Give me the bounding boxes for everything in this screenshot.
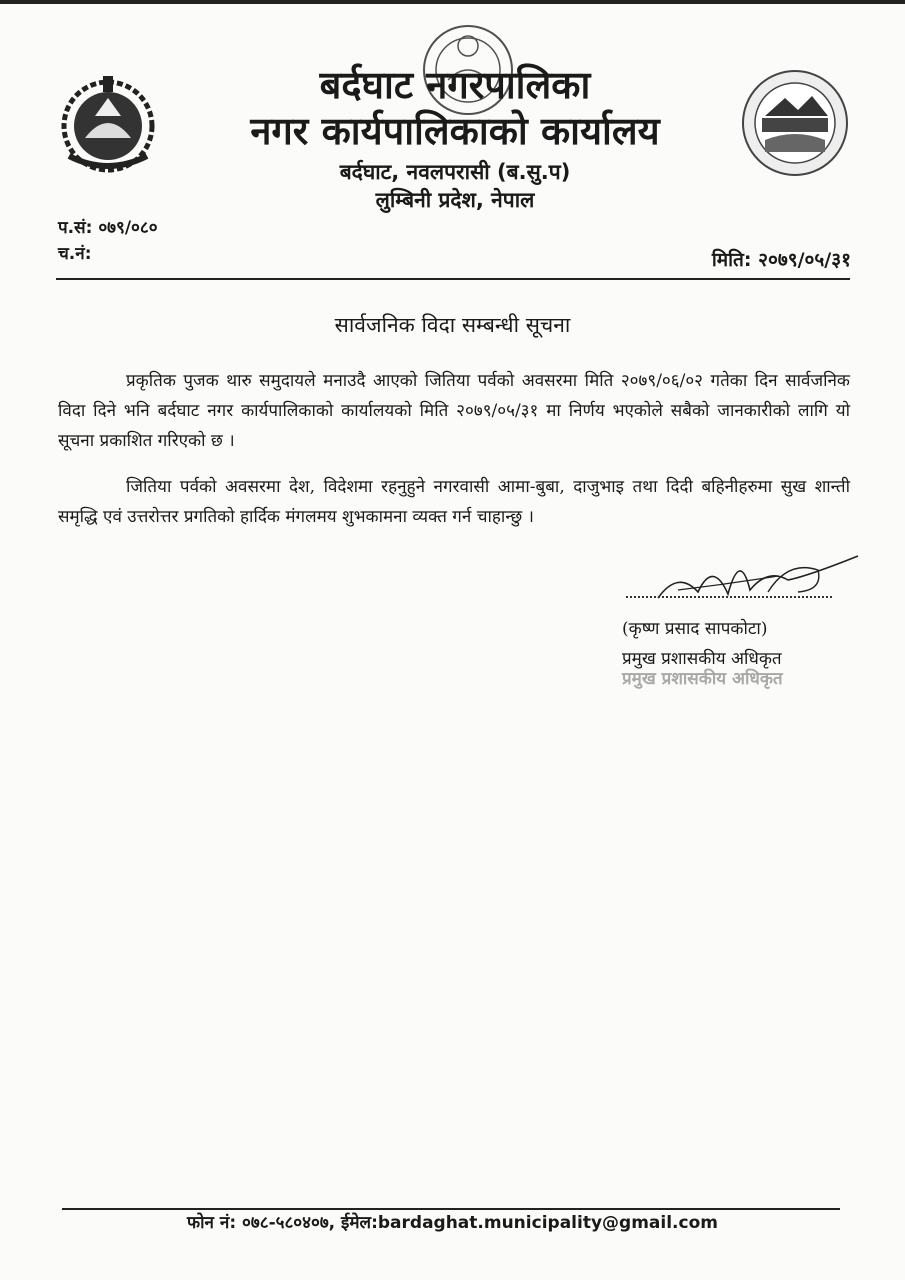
office-name: नगर कार्यपालिकाको कार्यालय bbox=[250, 109, 660, 153]
notice-paragraph-1: प्रकृतिक पुजक थारु समुदायले मनाउदै आएको जितिया पर्वको अवसरमा मिति २०७९/०६/०२ गतेका दिन सार्वजनिक विदा दिने भनि बर्दघाट नगर कार्यपालिकाको कार्यालयको मिति २०७९/०५/३१ मा निर्णय भएकोले सबैको जानकारीको लागि यो सूचना प्रकाशित गरिएको छ । bbox=[58, 371, 850, 451]
notice-title: सार्वजनिक विदा सम्बन्धी सूचना bbox=[334, 313, 571, 337]
signature-line bbox=[626, 596, 832, 598]
municipality-name: बर्दघाट नगरपालिका bbox=[319, 63, 591, 107]
letter-date: मिति: २०७९/०५/३१ bbox=[711, 249, 851, 271]
bardaghat-municipality-logo-icon bbox=[740, 68, 850, 178]
signatory-name: (कृष्ण प्रसाद सापकोटा) bbox=[622, 619, 768, 639]
office-address: बर्दघाट, नवलपरासी (ब.सु.प) bbox=[339, 160, 571, 184]
top-border bbox=[0, 0, 905, 4]
footer-contact: फोन नं: ०७८-५८०४०७, ईमेल:bardaghat.municipality@gmail.com bbox=[187, 1213, 718, 1233]
handwritten-signature bbox=[618, 540, 868, 620]
signatory-stamp: प्रमुख प्रशासकीय अधिकृत bbox=[622, 669, 783, 689]
header-divider bbox=[56, 278, 850, 280]
notice-paragraph-2: जितिया पर्वको अवसरमा देश, विदेशमा रहनुहुने नगरवासी आमा-बुबा, दाजुभाइ तथा दिदी बहिनीहरुमा सुख शान्ती समृद्धि एवं उत्तरोत्तर प्रगतिको हार्दिक मंगलमय शुभकामना व्यक्त गर्न चाहान्छु । bbox=[58, 477, 850, 527]
dispatch-number: च.नं: bbox=[58, 244, 92, 264]
signatory-title: प्रमुख प्रशासकीय अधिकृत bbox=[622, 649, 782, 669]
nepal-government-emblem-icon bbox=[55, 68, 161, 178]
office-province: लुम्बिनी प्रदेश, नेपाल bbox=[375, 188, 535, 212]
letter-reference-number: प.सं: ०७९/०८० bbox=[58, 218, 158, 238]
